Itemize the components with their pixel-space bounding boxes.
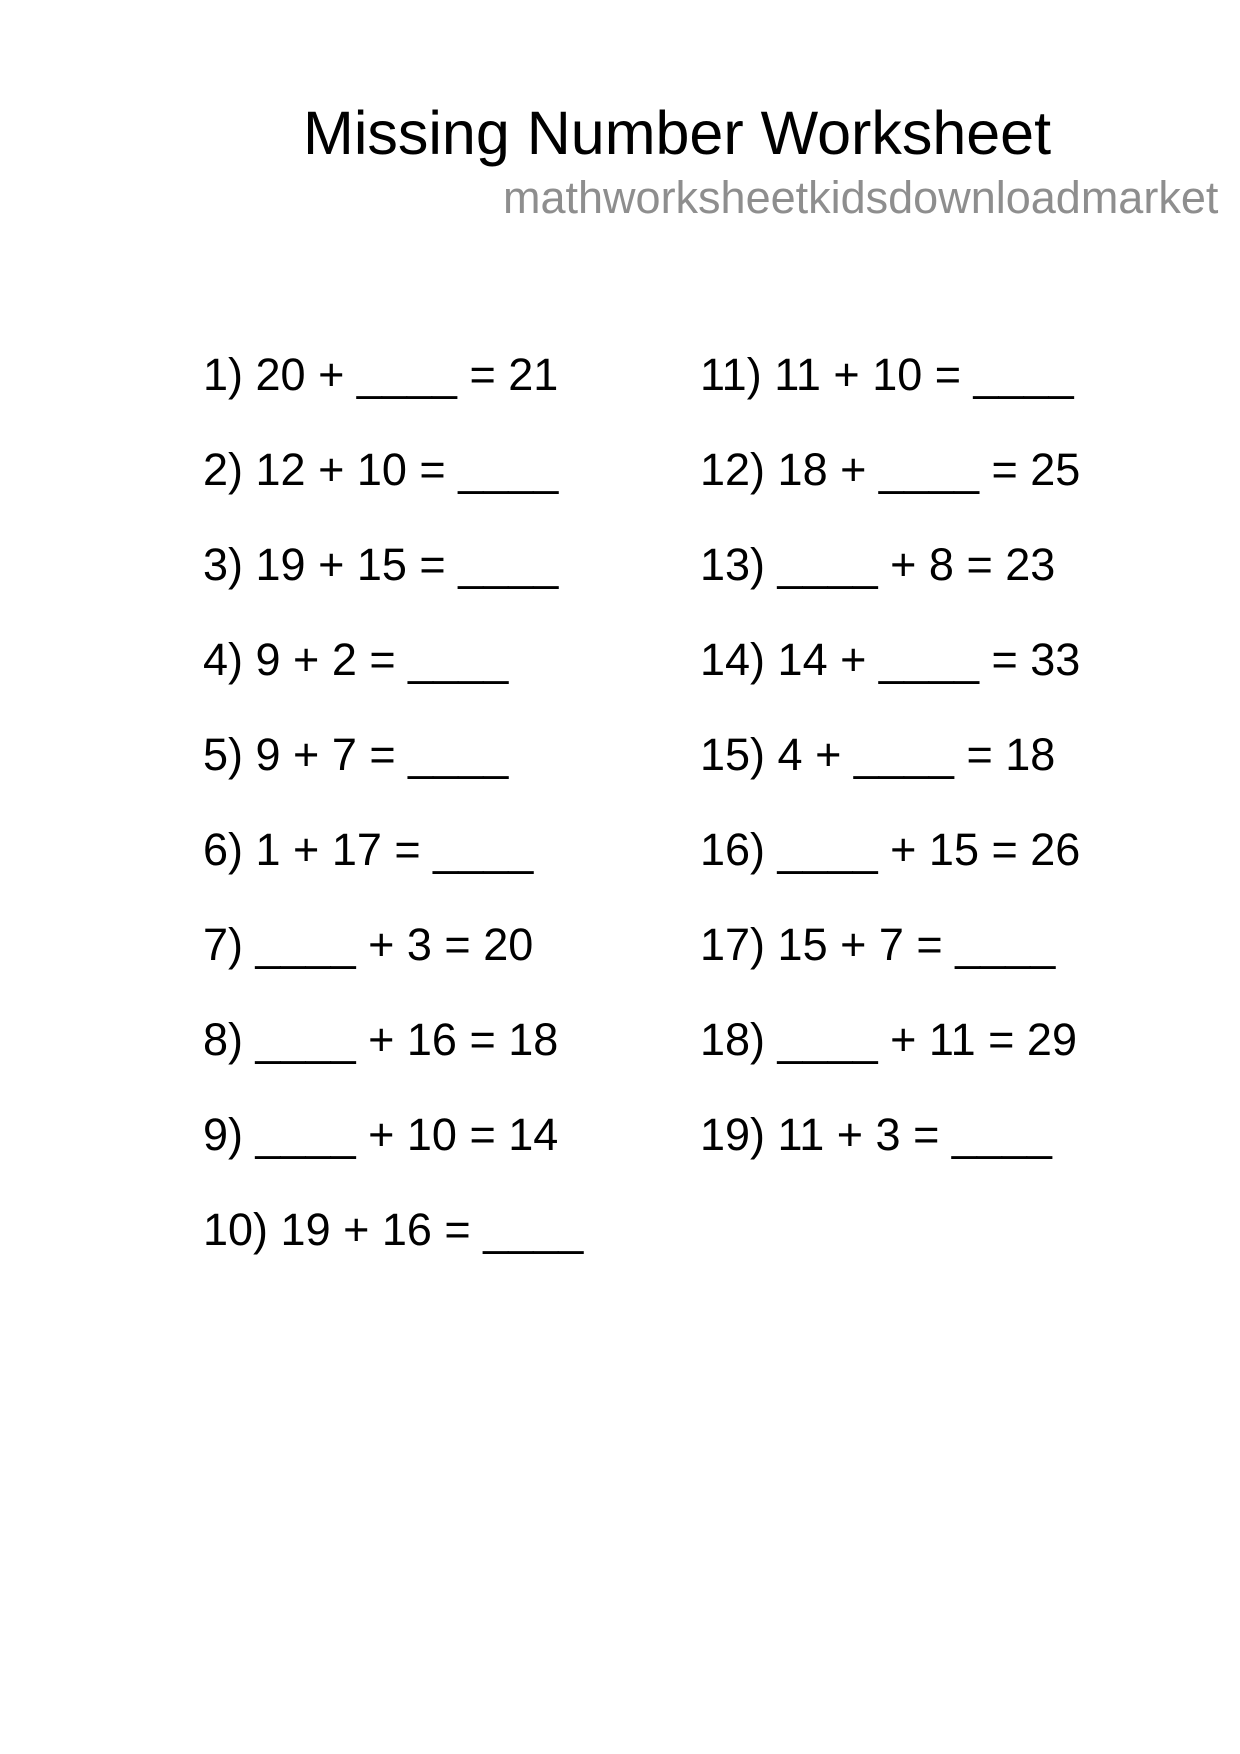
problems-right-column (700, 327, 1080, 1182)
problem-item: 2) 12 + 10 = ____ (203, 444, 559, 495)
problem-item: 7) ____ + 3 = 20 (203, 919, 534, 970)
page-subtitle: mathworksheetkidsdownloadmarket (503, 172, 1219, 223)
problem-item: 12) 18 + ____ = 25 (700, 444, 1081, 495)
problem-item: 16) ____ + 15 = 26 (700, 824, 1081, 875)
problem-item: 8) ____ + 16 = 18 (203, 1014, 559, 1065)
problem-item: 4) 9 + 2 = ____ (203, 634, 509, 685)
problems-left-column (203, 327, 583, 1277)
problem-item: 5) 9 + 7 = ____ (203, 729, 509, 780)
problem-item: 14) 14 + ____ = 33 (700, 634, 1081, 685)
problem-item: 18) ____ + 11 = 29 (700, 1014, 1077, 1065)
problem-item: 13) ____ + 8 = 23 (700, 539, 1056, 590)
problem-item: 19) 11 + 3 = ____ (700, 1109, 1052, 1160)
problem-item: 15) 4 + ____ = 18 (700, 729, 1056, 780)
problem-item: 11) 11 + 10 = ____ (700, 349, 1074, 400)
problem-item: 1) 20 + ____ = 21 (203, 349, 559, 400)
problem-item: 6) 1 + 17 = ____ (203, 824, 534, 875)
problem-item: 17) 15 + 7 = ____ (700, 919, 1056, 970)
problem-item: 10) 19 + 16 = ____ (203, 1204, 584, 1255)
page-title: Missing Number Worksheet (303, 99, 1052, 167)
problem-item: 3) 19 + 15 = ____ (203, 539, 559, 590)
problem-item: 9) ____ + 10 = 14 (203, 1109, 559, 1160)
